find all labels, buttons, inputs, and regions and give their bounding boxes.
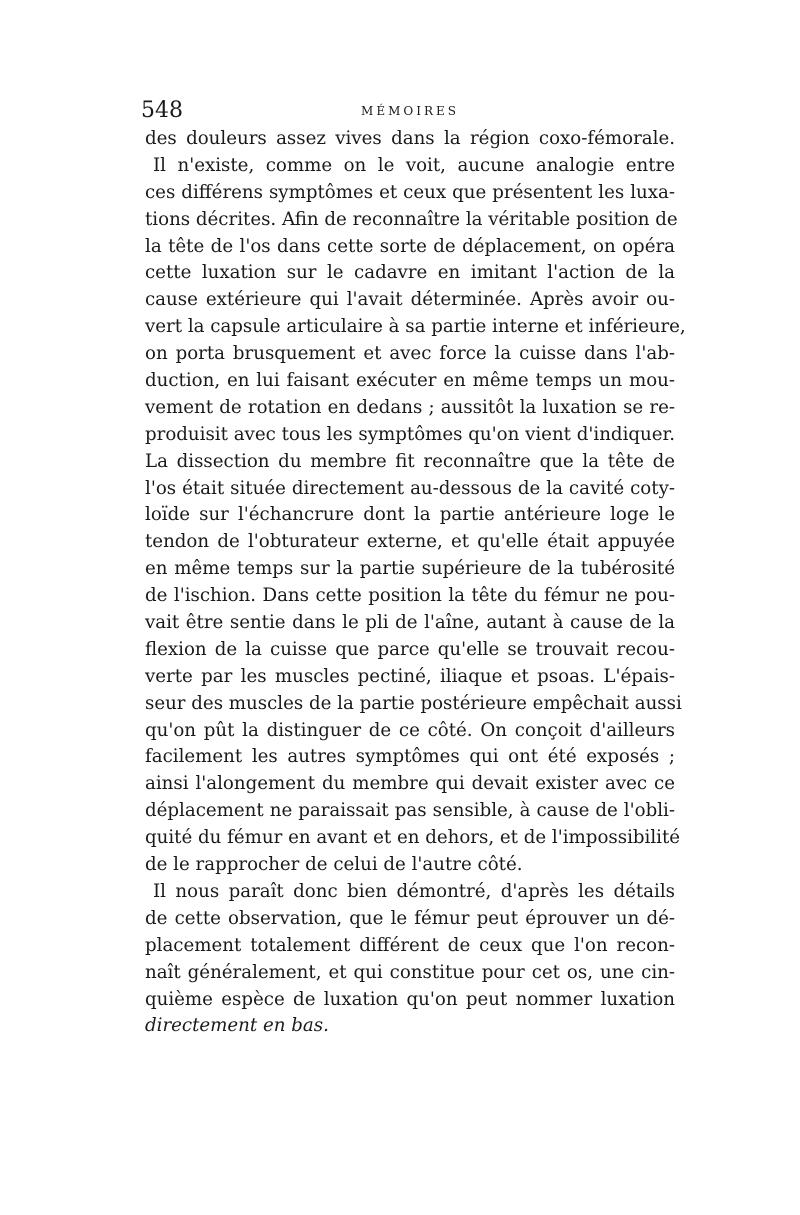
- text-line: duction, en lui faisant exécuter en même temps un mou-: [145, 370, 675, 392]
- page-number: 548: [141, 98, 183, 123]
- text-line: vert la capsule articulaire à sa partie interne et inférieure,: [145, 316, 686, 338]
- text-line: de cette observation, que le fémur peut éprouver un dé-: [145, 907, 675, 929]
- text-line: cause extérieure qui l'avait déterminée. Après avoir ou-: [145, 289, 675, 311]
- text-line: on porta brusquement et avec force la cuisse dans l'ab-: [145, 343, 675, 365]
- text-line: facilement les autres symptômes qui ont été exposés ;: [145, 746, 675, 768]
- text-line: quité du fémur en avant et en dehors, et de l'impossibilité: [145, 827, 681, 849]
- text-line: déplacement ne paraissait pas sensible, à cause de l'obli-: [145, 800, 675, 822]
- text-line: la tête de l'os dans cette sorte de déplacement, on opéra: [145, 235, 675, 257]
- text-line: quième espèce de luxation qu'on peut nommer luxation: [145, 988, 675, 1010]
- text-line: Il nous paraît donc bien démontré, d'après les détails: [153, 880, 675, 902]
- book-page: [141, 98, 686, 1040]
- text-line: tions décrites. Afin de reconnaître la véritable position de: [145, 208, 678, 230]
- text-line: ainsi l'alongement du membre qui devait exister avec ce: [145, 773, 675, 795]
- text-line: en même temps sur la partie supérieure de la tubérosité: [145, 558, 675, 580]
- text-line: vait être sentie dans le pli de l'aîne, autant à cause de la: [145, 612, 675, 634]
- text-line: verte par les muscles pectiné, iliaque et psoas. L'épais-: [145, 665, 675, 687]
- text-line: La dissection du membre fit reconnaître que la tête de: [145, 450, 675, 472]
- text-line: de le rapprocher de celui de l'autre côté.: [145, 854, 523, 876]
- text-line: Il n'existe, comme on le voit, aucune analogie entre: [153, 154, 675, 176]
- text-line: seur des muscles de la partie postérieure empêchait aussi: [145, 692, 682, 714]
- running-title: MÉMOIRES: [361, 104, 459, 118]
- text-line: flexion de la cuisse que parce qu'elle se trouvait recou-: [145, 638, 675, 660]
- text-line: des douleurs assez vives dans la région coxo-fémorale.: [145, 128, 675, 149]
- body-text: [145, 126, 686, 1040]
- text-line: ces différens symptômes et ceux que présentent les luxa-: [145, 181, 675, 203]
- text-line: produisit avec tous les symptômes qu'on vient d'indiquer.: [145, 423, 675, 445]
- text-line: cette luxation sur le cadavre en imitant l'action de la: [145, 262, 675, 284]
- text-line: l'os était située directement au-dessous de la cavité coty-: [145, 477, 675, 499]
- text-line: vement de rotation en dedans ; aussitôt la luxation se re-: [145, 396, 675, 418]
- text-line: de l'ischion. Dans cette position la tête du fémur ne pou-: [145, 585, 675, 607]
- page-header: [141, 98, 675, 126]
- text-line: naît généralement, et qui constitue pour cet os, une cin-: [145, 961, 675, 983]
- text-line: directement en bas.: [145, 1015, 329, 1037]
- text-line: placement totalement différent de ceux que l'on recon-: [145, 934, 675, 956]
- text-line: loïde sur l'échancrure dont la partie antérieure loge le: [145, 504, 675, 526]
- text-line: qu'on pût la distinguer de ce côté. On conçoit d'ailleurs: [145, 719, 675, 741]
- text-line: tendon de l'obturateur externe, et qu'elle était appuyée: [145, 531, 675, 553]
